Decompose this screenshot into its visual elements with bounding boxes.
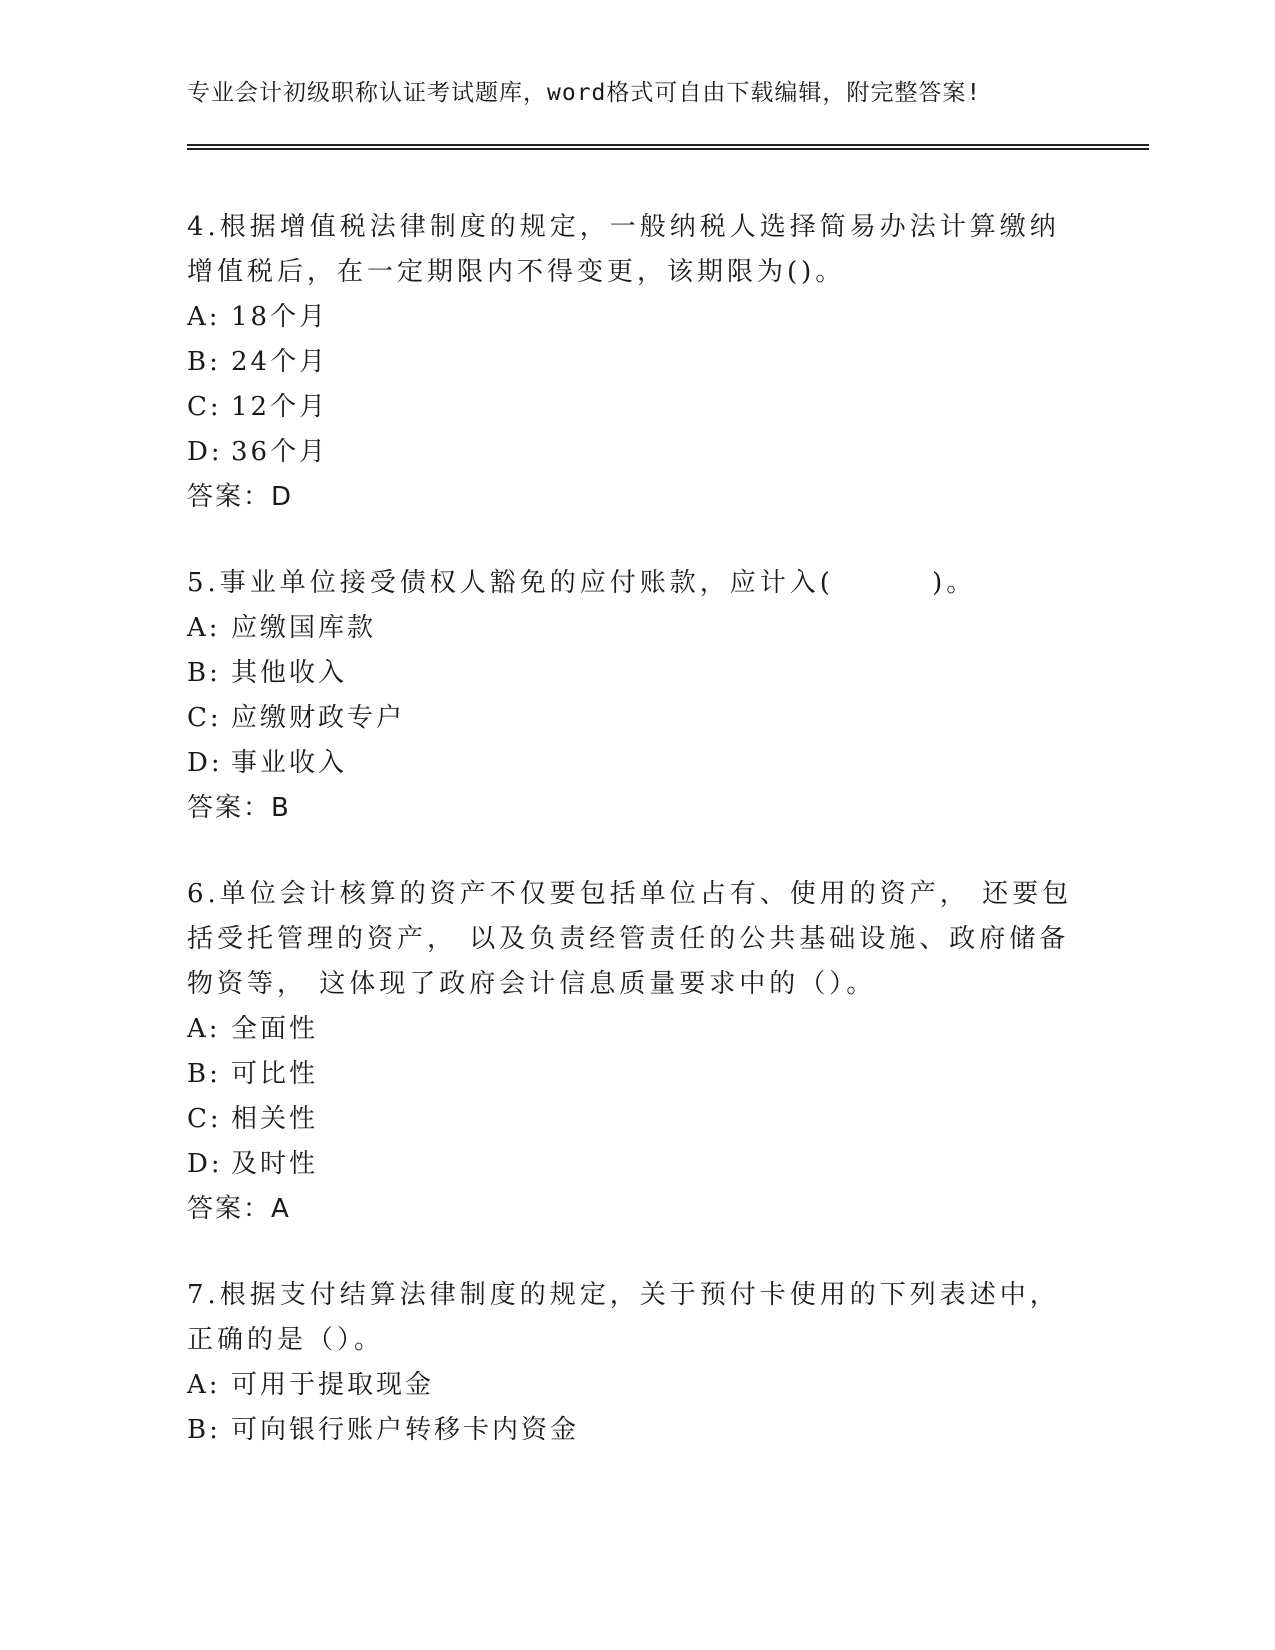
option-text: 事业收入 [231, 748, 348, 778]
option-text: 36个月 [231, 437, 329, 467]
option-a [187, 1363, 1077, 1408]
option-b [187, 340, 1077, 385]
option-d [187, 430, 1077, 475]
question-stem: 7.根据支付结算法律制度的规定，关于预付卡使用的下列表述中，正确的是（）。 [187, 1280, 1060, 1355]
question-7 [187, 1273, 1077, 1453]
option-d [187, 1142, 1077, 1187]
option-key: A: [187, 1370, 221, 1400]
option-key: A: [187, 302, 221, 332]
question-stem: 6.单位会计核算的资产不仅要包括单位占有、使用的资产， 还要包括受托管理的资产， 以及负责经管责任的公共基础设施、政府储备物资等， 这体现了政府会计信息质量要求中的（）。 [187, 879, 1073, 999]
page-header: 专业会计初级职称认证考试题库，word格式可自由下载编辑，附完整答案! [187, 80, 982, 106]
option-a [187, 295, 1077, 340]
option-b [187, 651, 1077, 696]
option-key: D: [187, 1149, 223, 1179]
option-text: 18个月 [231, 302, 329, 332]
option-key: D: [187, 748, 223, 778]
option-key: A: [187, 613, 221, 643]
answer-line: 答案：D [187, 482, 294, 512]
option-text: 全面性 [231, 1014, 319, 1044]
option-text: 及时性 [231, 1149, 319, 1179]
option-d [187, 741, 1077, 786]
option-c [187, 696, 1077, 741]
question-5 [187, 561, 1077, 831]
option-key: B: [187, 1415, 221, 1445]
option-key: A: [187, 1014, 221, 1044]
option-text: 应缴国库款 [231, 613, 377, 643]
option-text: 24个月 [231, 347, 329, 377]
option-key: C: [187, 703, 222, 733]
question-4 [187, 205, 1077, 520]
option-text: 可用于提取现金 [231, 1370, 435, 1400]
option-text: 可向银行账户转移卡内资金 [231, 1415, 580, 1445]
option-text: 其他收入 [231, 658, 348, 688]
question-stem: 5.事业单位接受债权人豁免的应付账款，应计入( )。 [187, 568, 977, 598]
option-text: 相关性 [231, 1104, 319, 1134]
option-key: B: [187, 658, 221, 688]
question-6 [187, 872, 1077, 1232]
option-b [187, 1052, 1077, 1097]
header-divider [187, 144, 1149, 150]
answer-line: 答案：A [187, 1194, 291, 1224]
option-b [187, 1408, 1077, 1453]
option-key: C: [187, 1104, 222, 1134]
option-c [187, 1097, 1077, 1142]
question-list [187, 205, 1077, 1494]
option-a [187, 606, 1077, 651]
option-key: B: [187, 347, 221, 377]
option-key: B: [187, 1059, 221, 1089]
answer-line: 答案：B [187, 793, 291, 823]
option-key: D: [187, 437, 223, 467]
option-a [187, 1007, 1077, 1052]
option-key: C: [187, 392, 222, 422]
option-c [187, 385, 1077, 430]
option-text: 可比性 [231, 1059, 319, 1089]
option-text: 应缴财政专户 [231, 703, 406, 733]
option-text: 12个月 [231, 392, 329, 422]
question-stem: 4.根据增值税法律制度的规定，一般纳税人选择简易办法计算缴纳增值税后，在一定期限内不得变更，该期限为()。 [187, 212, 1060, 287]
